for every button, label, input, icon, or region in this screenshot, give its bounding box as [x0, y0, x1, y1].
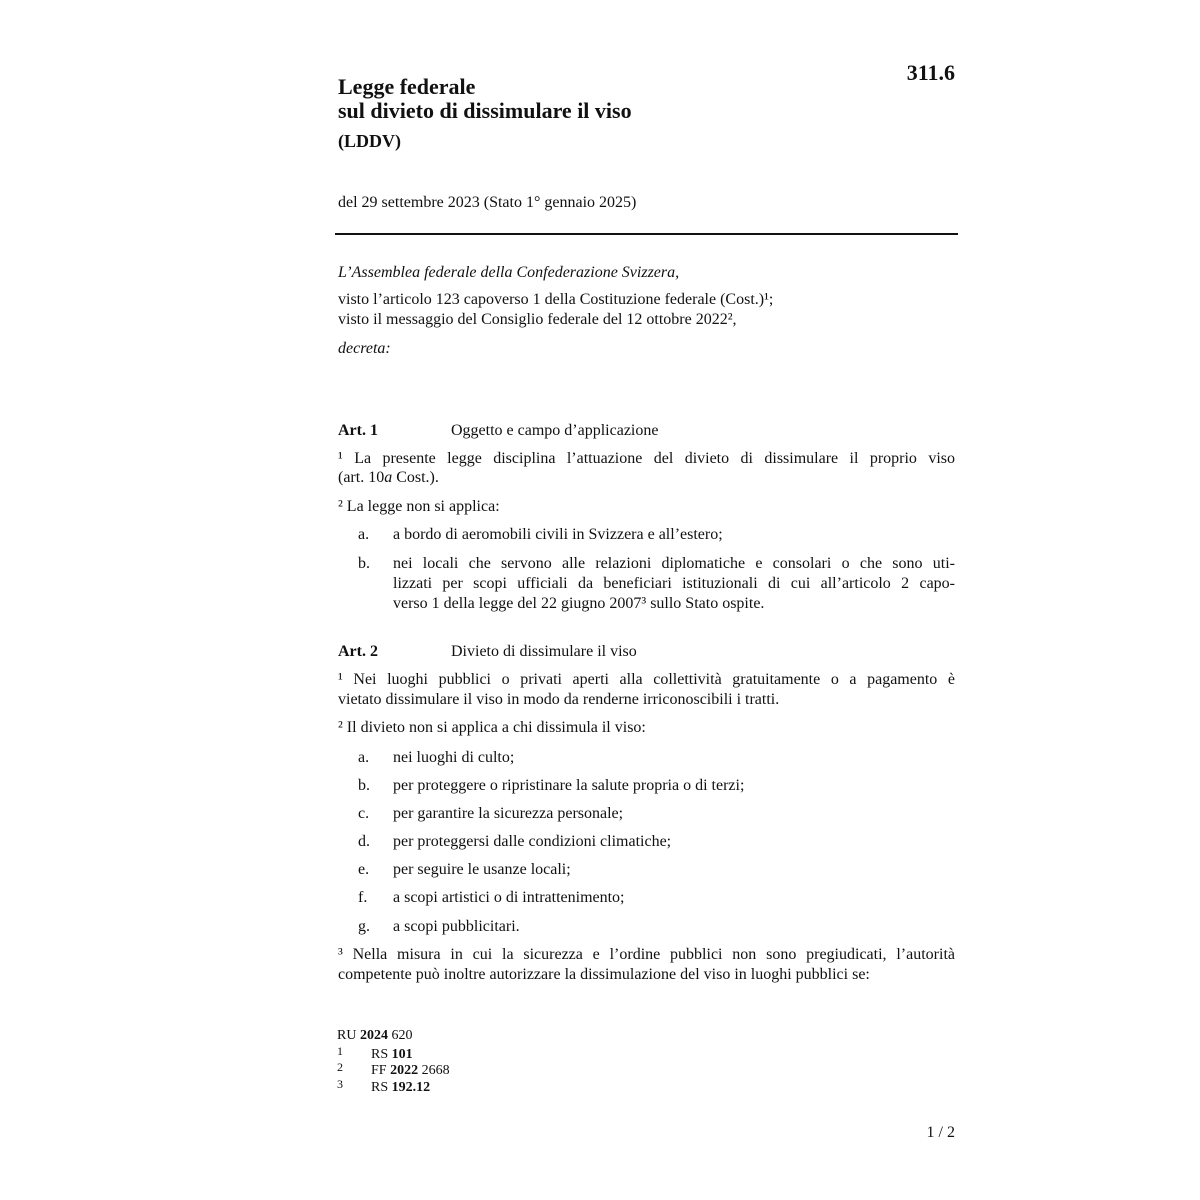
text: 2022	[390, 1063, 419, 1078]
text: 101	[391, 1047, 413, 1062]
paragraph-line: ¹ Nei luoghi pubblici o privati aperti alla collettività gratuitamente o a pagamento è	[338, 671, 955, 688]
date-line: del 29 settembre 2023 (Stato 1° gennaio 2025)	[338, 194, 637, 211]
paragraph-line: competente può inoltre autorizzare la dissimulazione del viso in luoghi pubblici se:	[338, 966, 870, 983]
paragraph-line: ² La legge non si applica:	[338, 498, 500, 515]
footnote	[371, 1047, 413, 1063]
item-letter: e.	[358, 861, 370, 878]
paragraph-line: ² Il divieto non si applica a chi dissimula il viso:	[338, 719, 646, 736]
footnote-number: 1	[337, 1044, 343, 1058]
text: 620	[391, 1028, 413, 1043]
item-text: verso 1 della legge del 22 giugno 2007³ sullo Stato ospite.	[393, 595, 765, 612]
item-letter: f.	[358, 889, 368, 906]
ru-reference	[337, 1028, 412, 1044]
item-text: nei locali che servono alle relazioni diplomatiche e consolari o che sono uti-	[393, 555, 955, 572]
item-text: per seguire le usanze locali;	[393, 861, 571, 878]
article-label: Art. 2	[338, 643, 378, 660]
title-line-1: Legge federale	[338, 74, 476, 99]
page-number: 1 / 2	[926, 1124, 955, 1141]
paragraph-line: vietato dissimulare il viso in modo da renderne irriconoscibili i tratti.	[338, 691, 780, 708]
text: 2668	[418, 1063, 450, 1078]
item-text: nei luoghi di culto;	[393, 749, 515, 766]
article-label: Art. 1	[338, 422, 378, 439]
abbreviation: (LDDV)	[338, 131, 401, 151]
item-text: a scopi pubblicitari.	[393, 918, 520, 935]
footnote-number: 2	[337, 1060, 343, 1074]
item-text: a scopi artistici o di intrattenimento;	[393, 889, 625, 906]
article-title: Divieto di dissimulare il viso	[451, 643, 637, 660]
item-letter: b.	[358, 777, 370, 794]
paragraph-line: ¹ La presente legge disciplina l’attuazione del divieto di dissimulare il proprio viso	[338, 450, 955, 467]
sr-number: 311.6	[906, 60, 955, 85]
paragraph-line	[338, 468, 439, 488]
article-title: Oggetto e campo d’applicazione	[451, 422, 659, 439]
footnote	[371, 1080, 430, 1096]
item-letter: b.	[358, 555, 370, 572]
item-text: lizzati per scopi ufficiali da beneficiari istituzionali di cui all’articolo 2 capo-	[393, 575, 955, 592]
preamble-line: visto il messaggio del Consiglio federale del 12 ottobre 2022²,	[338, 311, 737, 328]
title-line-2: sul divieto di dissimulare il viso	[338, 98, 632, 123]
item-text: per garantire la sicurezza personale;	[393, 805, 624, 822]
text: FF	[371, 1063, 387, 1078]
text: 192.12	[391, 1080, 431, 1095]
item-text: per proteggersi dalle condizioni climatiche;	[393, 833, 672, 850]
text: a	[384, 469, 393, 486]
divider	[335, 233, 958, 235]
item-letter: a.	[358, 749, 370, 766]
item-text: per proteggere o ripristinare la salute propria o di terzi;	[393, 777, 745, 794]
item-letter: a.	[358, 526, 370, 543]
item-letter: d.	[358, 833, 370, 850]
item-letter: g.	[358, 918, 370, 935]
decree: decreta:	[338, 340, 391, 357]
text: RU	[337, 1028, 357, 1043]
preamble-authority: L’Assemblea federale della Confederazione Svizzera,	[338, 264, 680, 281]
item-text: a bordo di aeromobili civili in Svizzera e all’estero;	[393, 526, 723, 543]
paragraph-line: ³ Nella misura in cui la sicurezza e l’ordine pubblici non sono pregiudicati, l’autorità	[338, 946, 955, 963]
footnote	[371, 1063, 450, 1079]
text: RS	[371, 1047, 389, 1062]
text: RS	[371, 1080, 389, 1095]
text: Cost.).	[392, 469, 439, 486]
preamble-line: visto l’articolo 123 capoverso 1 della Costituzione federale (Cost.)¹;	[338, 291, 774, 308]
text: 2024	[359, 1028, 388, 1043]
item-letter: c.	[358, 805, 370, 822]
footnote-number: 3	[337, 1077, 343, 1091]
text: (art. 10	[338, 469, 385, 486]
